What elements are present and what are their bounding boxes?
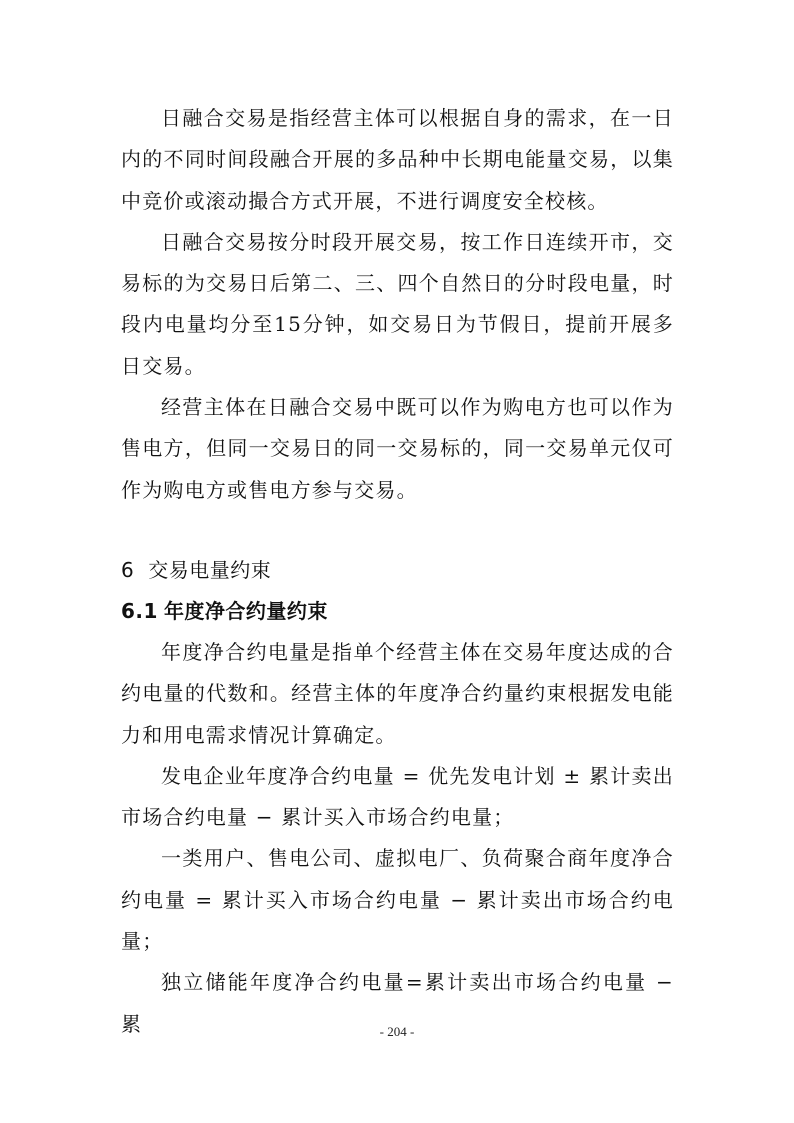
section-6-1-number: 6.1 bbox=[121, 598, 158, 623]
section-6-number: 6 bbox=[121, 557, 135, 582]
section-6-1-heading bbox=[121, 591, 674, 632]
section-6-1-title: 年度净合约量约束 bbox=[163, 598, 328, 623]
document-body bbox=[121, 98, 674, 1045]
paragraph-6-1-generation-formula: 发电企业年度净合约电量 = 优先发电计划 ± 累计卖出市场合约电量 − 累计买入市场合约电量； bbox=[121, 763, 674, 830]
section-6-heading bbox=[121, 550, 674, 591]
paragraph-6-1-user-formula: 一类用户、售电公司、虚拟电厂、负荷聚合商年度净合约电量 = 累计买入市场合约电量 − 累计卖出市场合约电量； bbox=[121, 846, 674, 954]
paragraph-intro-2: 日融合交易按分时段开展交易，按工作日连续开市，交易标的为交易日后第二、三、四个自然日的分时段电量，时段内电量均分至15分钟，如交易日为节假日，提前开展多日交易。 bbox=[121, 229, 674, 378]
paragraph-intro-1: 日融合交易是指经营主体可以根据自身的需求，在一日内的不同时间段融合开展的多品种中长期电能量交易，以集中竞价或滚动撮合方式开展，不进行调度安全校核。 bbox=[121, 106, 674, 213]
paragraph-intro-3: 经营主体在日融合交易中既可以作为购电方也可以作为售电方，但同一交易日的同一交易标的，同一交易单元仅可作为购电方或售电方参与交易。 bbox=[121, 395, 674, 502]
page-number: - 204 - bbox=[379, 1024, 415, 1039]
section-6-title: 交易电量约束 bbox=[148, 557, 272, 582]
paragraph-6-1-storage-formula: 独立储能年度净合约电量=累计卖出市场合约电量 − 累 bbox=[121, 970, 674, 1036]
paragraph-6-1-definition: 年度净合约电量是指单个经营主体在交易年度达成的合约电量的代数和。经营主体的年度净合约量约束根据发电能力和用电需求情况计算确定。 bbox=[121, 639, 674, 747]
